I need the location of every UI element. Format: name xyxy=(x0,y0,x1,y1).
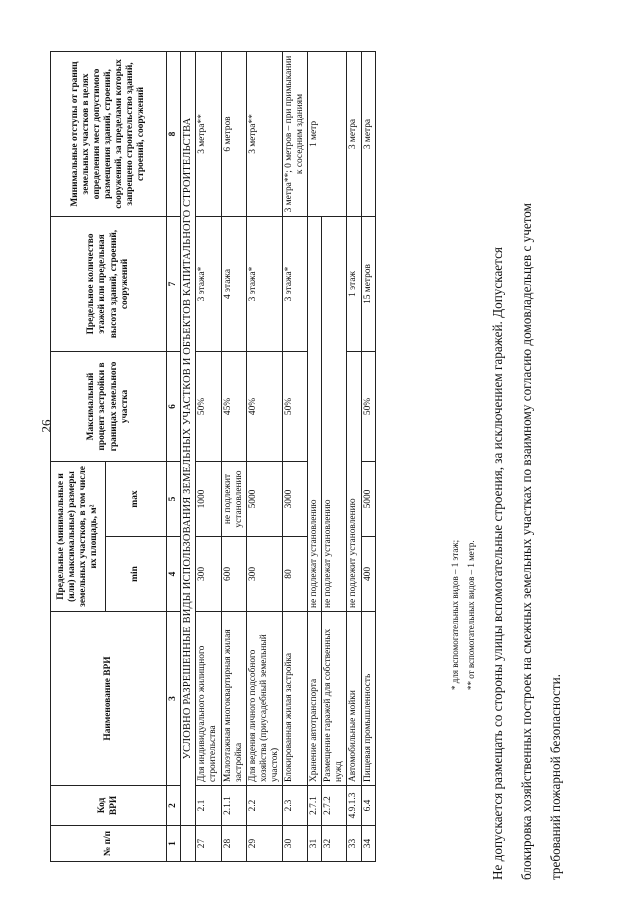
cell-name: Для индивидуального жилищного строительства xyxy=(196,612,221,786)
cell-setbacks: 3 метра xyxy=(361,52,375,217)
cell-percent: 50% xyxy=(196,352,221,462)
table-row xyxy=(246,52,282,862)
cell-name: Малоэтажная многоквартирная жилая застройка xyxy=(221,612,246,786)
cell-code: 2.1 xyxy=(196,786,221,826)
cell-code: 2.2 xyxy=(246,786,282,826)
table-row xyxy=(361,52,375,862)
cell-floors: 3 этажа* xyxy=(196,217,221,352)
cell-min: 400 xyxy=(361,537,375,612)
colnum: 4 xyxy=(167,537,181,612)
paragraph-line-2: блокировка хозяйственных построек на смежных земельных участках по взаимному согласию домовладельцев с учетом xyxy=(519,203,534,880)
table-row xyxy=(308,52,322,862)
cell-name: Пищевая промышленность xyxy=(361,612,375,786)
colnum: 3 xyxy=(167,612,181,786)
colnum: 6 xyxy=(167,352,181,462)
paragraph-line-1: Не допускается размещать со стороны улицы вспомогательные строения, за исключением гаражей. Допускается xyxy=(490,247,505,880)
cell-max: не подлежит установлению xyxy=(221,462,246,537)
cell-code: 2.3 xyxy=(283,786,308,826)
cell-no: 28 xyxy=(221,826,246,862)
colnum: 5 xyxy=(167,462,181,537)
cell-name: Автомобильные мойки xyxy=(347,612,361,786)
cell-min: 300 xyxy=(196,537,221,612)
cell-percent: 45% xyxy=(221,352,246,462)
cell-no: 32 xyxy=(322,826,347,862)
page-number: 26 xyxy=(38,419,54,433)
header-floors: Предельное количество этажей или предельная высота зданий, строений, сооружений xyxy=(51,217,167,352)
cell-name: Для ведения личного подсобного хозяйства (приусадебный земельный участок) xyxy=(246,612,282,786)
cell-percent: 50% xyxy=(283,352,308,462)
colnum: 1 xyxy=(167,826,181,862)
cell-floors: 3 этажа* xyxy=(246,217,282,352)
cell-no: 33 xyxy=(347,826,361,862)
header-sizes: Предельные (минимальные и (или) максимальные) размеры земельных участков, в том числе их площадь, м² xyxy=(51,462,106,612)
cell-max: 3000 xyxy=(283,462,308,537)
cell-floors: 4 этажа xyxy=(221,217,246,352)
cell-floors: 15 метров xyxy=(361,217,375,352)
cell-percent: 50% xyxy=(361,352,375,462)
cell-code: 6.4 xyxy=(361,786,375,826)
footnote-2: ** от вспомогательных видов – 1 метр. xyxy=(466,540,476,690)
section-title: УСЛОВНО РАЗРЕШЕННЫЕ ВИДЫ ИСПОЛЬЗОВАНИЯ ЗЕМЕЛЬНЫХ УЧАСТКОВ И ОБЪЕКТОВ КАПИТАЛЬНОГО СТРОИТЕЛЬСТВА xyxy=(181,52,196,826)
cell-no: 27 xyxy=(196,826,221,862)
cell-setbacks: 3 метра** xyxy=(246,52,282,217)
header-row-1 xyxy=(51,52,106,862)
cell-percent: 40% xyxy=(246,352,282,462)
cell-merged-note: не подлежат установлению xyxy=(322,217,347,612)
colnum: 7 xyxy=(167,217,181,352)
table-row xyxy=(221,52,246,862)
cell-setbacks: 1 метр xyxy=(308,52,347,217)
header-min: min xyxy=(106,537,167,612)
cell-min: 80 xyxy=(283,537,308,612)
cell-max: 5000 xyxy=(246,462,282,537)
header-name: Наименование ВРИ xyxy=(51,612,167,786)
cell-code: 4.9.1.3 xyxy=(347,786,361,826)
cell-code: 2.7.2 xyxy=(322,786,347,826)
header-code: Код ВРИ xyxy=(51,786,167,826)
regulations-table xyxy=(50,51,376,862)
cell-no: 34 xyxy=(361,826,375,862)
cell-code: 2.1.1 xyxy=(221,786,246,826)
cell-name: Блокированная жилая застройка xyxy=(283,612,308,786)
cell-name: Хранение автотранспорта xyxy=(308,612,322,786)
cell-max: 1000 xyxy=(196,462,221,537)
header-setbacks: Минимальные отступы от границ земельных участков в целях определения мест допустимого размещения зданий, строений, сооружений, за пределами которых запрещено строительство зданий, строений, сооружений xyxy=(51,52,167,217)
cell-no: 30 xyxy=(283,826,308,862)
header-no: № п/п xyxy=(51,826,167,862)
cell-name: Размещение гаражей для собственных нужд xyxy=(322,612,347,786)
cell-setbacks: 3 метра** xyxy=(196,52,221,217)
cell-code: 2.7.1 xyxy=(308,786,322,826)
cell-max: 5000 xyxy=(361,462,375,537)
section-row xyxy=(181,52,196,862)
cell-no: 31 xyxy=(308,826,322,862)
table-row xyxy=(283,52,308,862)
cell-setbacks: 3 метра**; 0 метров – при примыкании к соседним зданиям xyxy=(283,52,308,217)
footnote-1: * для вспомогательных видов – 1 этаж; xyxy=(450,539,460,690)
cell-setbacks: 3 метра xyxy=(347,52,361,217)
cell-setbacks: 6 метров xyxy=(221,52,246,217)
colnum: 2 xyxy=(167,786,181,826)
table-row xyxy=(347,52,361,862)
colnum: 8 xyxy=(167,52,181,217)
cell-floors: 1 этаж xyxy=(347,217,361,352)
header-percent: Максимальный процент застройки в границах земельного участка xyxy=(51,352,167,462)
header-max: max xyxy=(106,462,167,537)
table-row xyxy=(196,52,221,862)
cell-min: 300 xyxy=(246,537,282,612)
cell-no: 29 xyxy=(246,826,282,862)
cell-floors: 3 этажа* xyxy=(283,217,308,352)
paragraph-line-3: требований пожарной безопасности. xyxy=(548,674,563,880)
cell-min: 600 xyxy=(221,537,246,612)
cell-merged-note: не подлежит установлению xyxy=(347,352,361,612)
cell-merged-note: не подлежат установлению xyxy=(308,217,322,612)
rotated-table-area xyxy=(50,52,445,862)
column-number-row xyxy=(167,52,181,862)
